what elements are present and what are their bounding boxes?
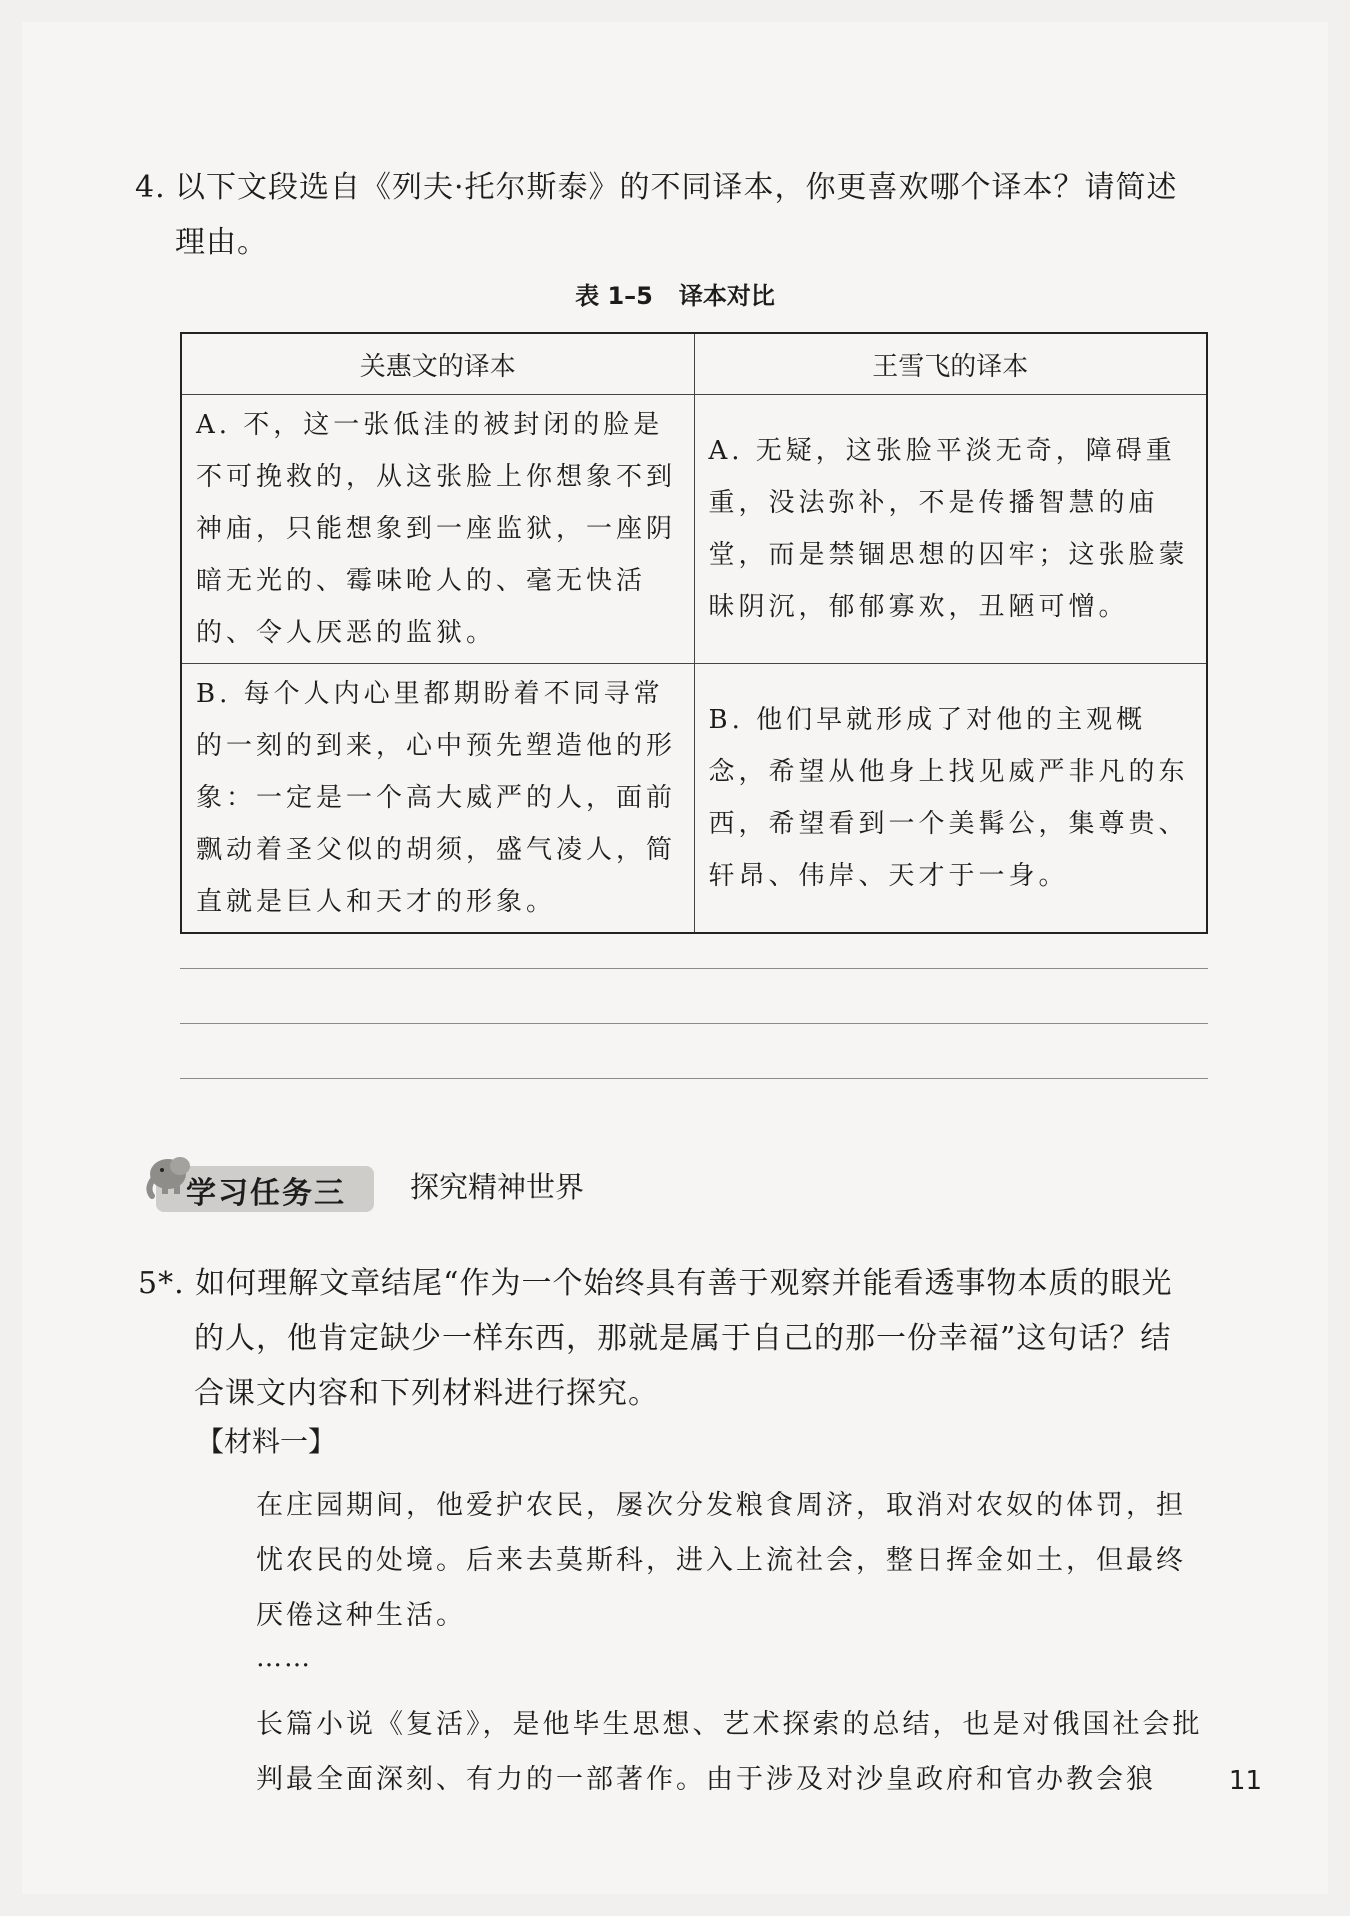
question-number: 4. [135,170,166,205]
material-paragraph [196,1478,1208,1643]
table-header-cell: 关惠文的译本 [181,333,694,395]
table-header-cell: 王雪飞的译本 [694,333,1207,395]
table-cell: A. 不，这一张低洼的被封闭的脸是不可挽救的，从这张脸上你想象不到神庙，只能想象到一座监狱，一座阴暗无光的、霉味呛人的、毫无快活的、令人厌恶的监狱。 [181,395,694,664]
table-caption-id: 表 1–5 [575,282,653,310]
question-text-line2: 理由。 [175,225,268,260]
table-caption-text: 译本对比 [678,282,775,310]
table-cell: B. 每个人内心里都期盼着不同寻常的一刻的到来，心中预先塑造他的形象：一定是一个高大威严的人，面前飘动着圣父似的胡须，盛气凌人，简直就是巨人和天才的形象。 [181,664,694,934]
question-5 [138,1256,1220,1421]
table-cell: B. 他们早就形成了对他的主观概念，希望从他身上找见威严非凡的东西，希望看到一个美髯公，集尊贵、轩昂、伟岸、天才于一身。 [694,664,1207,934]
translation-comparison-table [180,332,1208,934]
question-text-line3: 合课文内容和下列材料进行探究。 [194,1376,659,1411]
question-text-line1: 如何理解文章结尾“作为一个始终具有善于观察并能看透事物本质的眼光 [195,1266,1173,1301]
answer-line[interactable] [180,968,1208,969]
ellipsis: …… [256,1643,312,1673]
task-title: 探究精神世界 [410,1170,585,1204]
table-row [181,664,1207,934]
material-paragraph [196,1697,1208,1807]
table-header-row [181,333,1207,395]
material-paragraph-text: 长篇小说《复活》，是他毕生思想、艺术探索的总结，也是对俄国社会批判最全面深刻、有力的一部著作。由于涉及对沙皇政府和官办教会狼 [256,1709,1203,1795]
table-cell: A. 无疑，这张脸平淡无奇，障碍重重，没法弥补，不是传播智慧的庙堂，而是禁锢思想的囚牢；这张脸蒙昧阴沉，郁郁寡欢，丑陋可憎。 [694,395,1207,664]
answer-line[interactable] [180,1078,1208,1079]
material-label: 【材料一】 [196,1425,337,1458]
task-badge-label: 学习任务三 [186,1176,346,1211]
question-text-line2: 的人，他肯定缺少一样东西，那就是属于自己的那一份幸福”这句话？结 [194,1321,1172,1356]
question-text-line1: 以下文段选自《列夫·托尔斯泰》的不同译本，你更喜欢哪个译本？请简述 [175,170,1178,205]
table-caption [0,276,1350,316]
answer-line[interactable] [180,1023,1208,1024]
page-number: 11 [1228,1766,1262,1796]
material-paragraph-text: 在庄园期间，他爱护农民，屡次分发粮食周济，取消对农奴的体罚，担忧农民的处境。后来去莫斯科，进入上流社会，整日挥金如土，但最终厌倦这种生活。 [256,1490,1186,1631]
task-badge [148,1156,376,1216]
question-4 [135,160,1220,270]
table-row [181,395,1207,664]
question-number: 5*. [138,1266,185,1301]
